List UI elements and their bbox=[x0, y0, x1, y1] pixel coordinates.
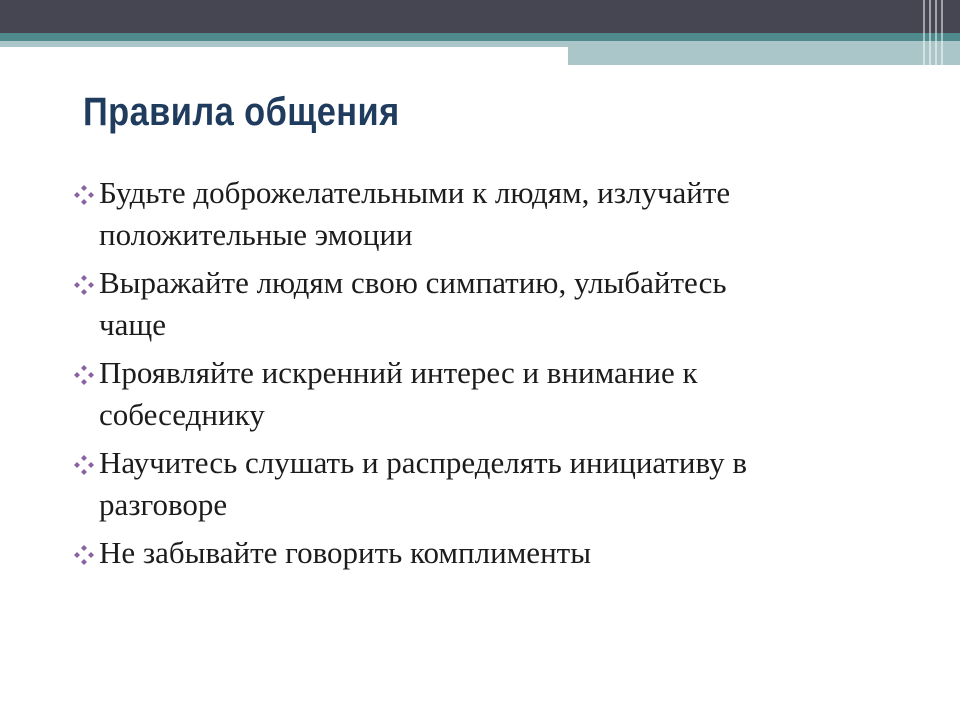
slide-title: Правила общения bbox=[83, 90, 400, 134]
bullet-text-line1: Научитесь слушать и распределять инициативу в bbox=[99, 445, 747, 480]
bullet-text-line2: разговоре bbox=[99, 487, 228, 522]
bullet-item bbox=[72, 172, 932, 256]
bullet-text-line1: Проявляйте искренний интерес и внимание к bbox=[99, 355, 698, 390]
diamond-cluster-icon bbox=[72, 453, 96, 477]
bullet-list bbox=[72, 172, 932, 580]
bullet-text-line2: чаще bbox=[99, 307, 166, 342]
corner-lines-decoration bbox=[920, 0, 960, 66]
bullet-text-line1: Будьте доброжелательными к людям, излучайте bbox=[99, 175, 731, 210]
bullet-text-line2: собеседнику bbox=[99, 397, 265, 432]
diamond-cluster-icon bbox=[72, 183, 96, 207]
bullet-item bbox=[72, 442, 932, 526]
bullet-item bbox=[72, 262, 932, 346]
header-light-band-right bbox=[568, 41, 960, 65]
header-light-band-left bbox=[0, 41, 568, 47]
bullet-item bbox=[72, 532, 932, 574]
bullet-item bbox=[72, 352, 932, 436]
bullet-text-line1: Выражайте людям свою симпатию, улыбайтесь bbox=[99, 265, 727, 300]
diamond-cluster-icon bbox=[72, 543, 96, 567]
diamond-cluster-icon bbox=[72, 273, 96, 297]
bullet-text-line1: Не забывайте говорить комплименты bbox=[99, 535, 592, 570]
diamond-cluster-icon bbox=[72, 363, 96, 387]
header-teal-stripe bbox=[0, 33, 960, 41]
bullet-text-line2: положительные эмоции bbox=[99, 217, 413, 252]
header-bar bbox=[0, 0, 960, 33]
